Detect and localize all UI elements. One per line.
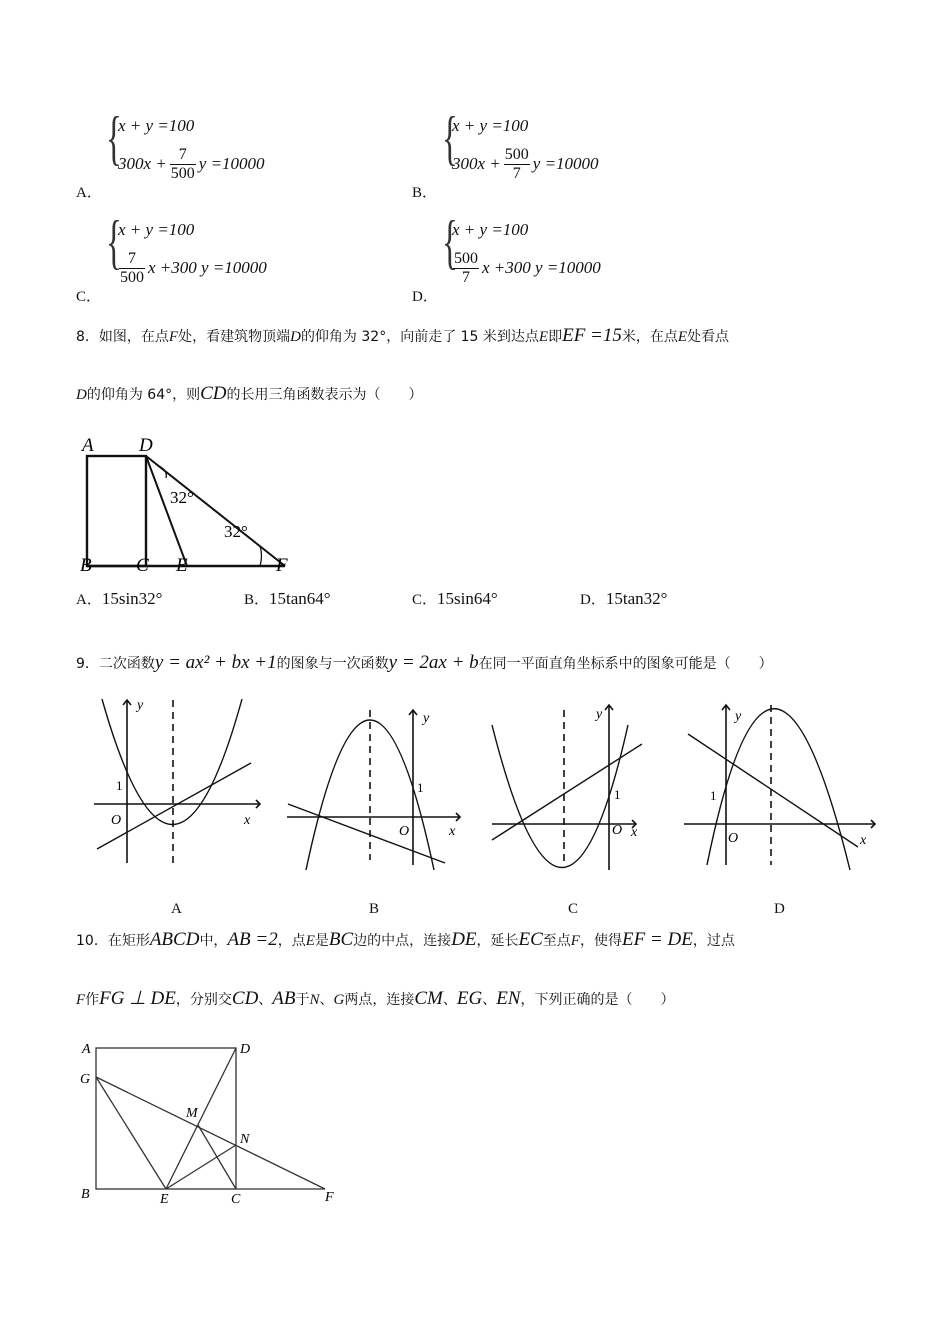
label-d: D <box>240 1042 251 1057</box>
q7-option-label: B． <box>412 185 438 201</box>
origin-label: O <box>111 813 122 828</box>
q7-option-b[interactable] <box>412 105 712 203</box>
rectangle-abcd <box>96 1048 236 1189</box>
label-a: A <box>82 435 94 456</box>
label-f: F <box>276 555 288 575</box>
q8-option-a[interactable]: A．15sin32° <box>76 589 163 608</box>
one-label: 1 <box>116 778 123 793</box>
q7-eq2: $\frac{7}{500}$ x +300 y =10000 <box>120 250 267 286</box>
q9-caption-a: A <box>171 901 182 917</box>
angle-label-1: 32° <box>170 488 194 507</box>
q9-graph-a[interactable] <box>88 695 268 870</box>
q7-eq1: x + y =100 <box>452 116 529 135</box>
fraction: $\frac{500}{7}$ <box>504 146 529 182</box>
label-d: D <box>139 435 153 456</box>
q8-figure <box>70 425 300 575</box>
origin-label: O <box>728 831 739 846</box>
label-b: B <box>80 555 92 575</box>
q8-stem-line2: D的仰角为 64°，则CD的长用三角函数表示为（ ） <box>76 383 423 404</box>
label-f: F <box>325 1190 334 1205</box>
brace-icon: { <box>106 209 122 275</box>
y-label: y <box>137 698 144 713</box>
straight-line <box>97 763 251 849</box>
one-label: 1 <box>614 787 621 802</box>
q9-caption-b: B <box>369 901 380 917</box>
y-label: y <box>596 707 603 722</box>
q7-option-d[interactable] <box>412 209 712 307</box>
q8-option-b[interactable]: B．15tan64° <box>244 589 331 608</box>
q9-graph-c[interactable] <box>488 700 668 875</box>
segment-de <box>166 1048 236 1189</box>
label-n: N <box>240 1132 250 1147</box>
q7-eq2: 300x + $\frac{500}{7}$ y =10000 <box>452 146 599 182</box>
label-c: C <box>231 1192 241 1207</box>
label-g: G <box>80 1072 91 1087</box>
one-label: 1 <box>710 788 717 803</box>
building-rect <box>87 456 146 566</box>
q9-stem: 9．二次函数y = ax² + bx +1的图象与一次函数y = 2ax + b在同一平面直角坐标系中的图象可能是（ ） <box>76 652 773 673</box>
label-e: E <box>176 555 188 575</box>
q10-stem-line2: F作FG ⊥ DE，分别交CD、AB于N、G两点，连接CM、EG、EN，下列正确的是（ ） <box>76 988 675 1009</box>
label-m: M <box>186 1106 198 1121</box>
angle-arc-f <box>260 546 262 566</box>
segment-mc <box>198 1125 236 1189</box>
fraction: $\frac{7}{500}$ <box>170 146 195 182</box>
x-label: x <box>244 813 251 828</box>
q7-eq1: x + y =100 <box>452 220 529 239</box>
q7-eq2: 300x + $\frac{7}{500}$ y =10000 <box>118 146 265 182</box>
y-label: y <box>735 709 742 724</box>
fraction: $\frac{500}{7}$ <box>454 250 478 286</box>
brace-icon: { <box>442 209 458 275</box>
q7-option-label: C． <box>76 289 102 305</box>
origin-label: O <box>612 823 623 838</box>
x-label: x <box>631 825 638 840</box>
label-a: A <box>82 1042 91 1057</box>
q9-graph-d[interactable] <box>680 700 880 875</box>
q7-eq2: $\frac{500}{7}$ x +300 y =10000 <box>454 250 601 286</box>
brace-icon: { <box>106 105 122 171</box>
x-label: x <box>860 833 867 848</box>
q7-eq1: x + y =100 <box>118 220 195 239</box>
q10-figure <box>75 1035 350 1215</box>
q7-option-c[interactable] <box>76 209 376 307</box>
brace-icon: { <box>442 105 458 171</box>
label-c: C <box>136 555 149 575</box>
origin-label: O <box>399 824 410 839</box>
q9-graph-b[interactable] <box>283 700 463 875</box>
y-label: y <box>423 711 430 726</box>
label-b: B <box>81 1187 90 1202</box>
fraction: $\frac{7}{500}$ <box>120 250 144 286</box>
q7-option-label: D． <box>412 289 438 305</box>
straight-line <box>288 804 445 863</box>
q7-eq1: x + y =100 <box>118 116 195 135</box>
q7-option-label: A． <box>76 185 102 201</box>
parabola <box>102 699 242 825</box>
angle-label-2: 32° <box>224 522 248 541</box>
q10-stem-line1: 10．在矩形ABCD中，AB =2，点E是BC边的中点，连接DE，延长EC至点F，使得EF = DE，过点 <box>76 929 735 950</box>
q8-option-d[interactable]: D．15tan32° <box>580 589 668 608</box>
q8-option-c[interactable]: C．15sin64° <box>412 589 498 608</box>
q8-stem-line1: 8．如图，在点F处，看建筑物顶端D的仰角为 32°，向前走了 15 米到达点E即EF =15米，在点E处看点 <box>76 325 730 346</box>
one-label: 1 <box>417 780 424 795</box>
q7-option-a[interactable] <box>76 105 376 203</box>
x-label: x <box>449 824 456 839</box>
label-e: E <box>160 1192 169 1207</box>
q9-caption-d: D <box>774 901 785 917</box>
q9-caption-c: C <box>568 901 579 917</box>
